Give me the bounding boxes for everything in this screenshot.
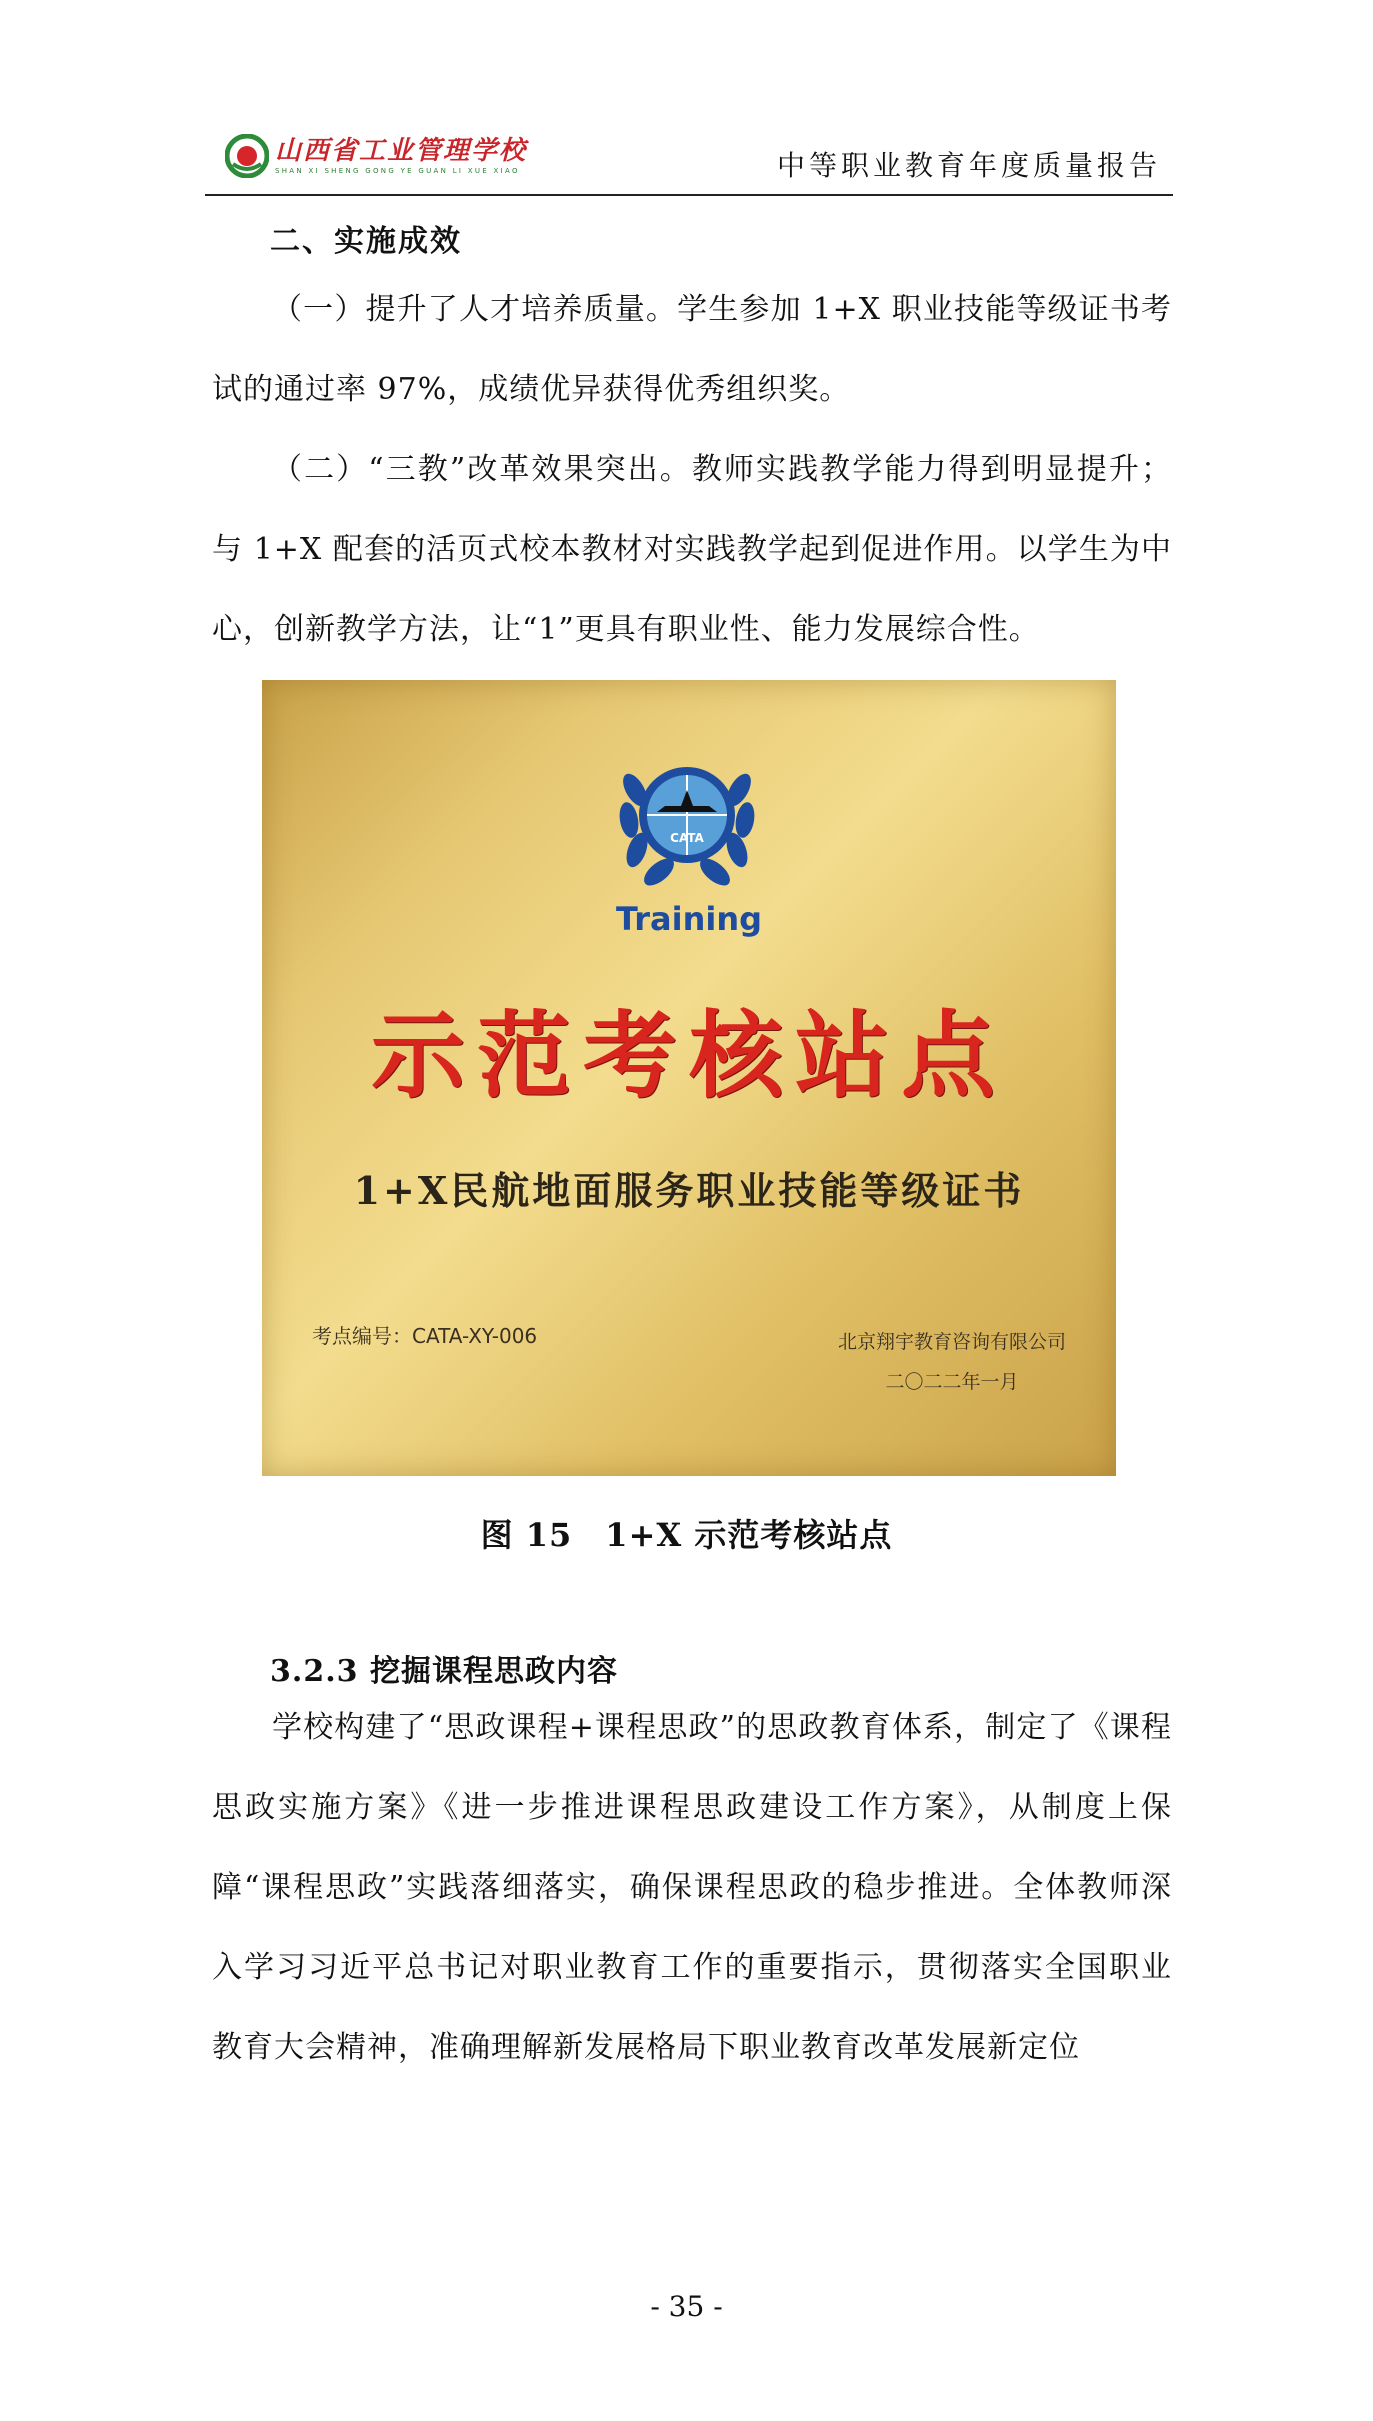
paragraph-2: （二）“三教”改革效果突出。教师实践教学能力得到明显提升；与 1+X 配套的活页式校本教材对实践教学起到促进作用。以学生为中心，创新教学方法，让“1”更具有职业性、能力发展综合性。 <box>212 452 1172 647</box>
plaque-code: 考点编号：CATA-XY-006 <box>312 1324 538 1348</box>
subsection-heading: 3.2.3 挖掘课程思政内容 <box>270 1654 618 1689</box>
training-label: Training <box>615 900 763 938</box>
plaque-title: 示范考核站点 <box>370 1001 1007 1111</box>
plaque-date: 二〇二二年一月 <box>885 1371 1019 1393</box>
page-number: - 35 - <box>650 2290 723 2323</box>
school-logo <box>225 130 527 182</box>
school-name: 山西省工业管理学校 <box>275 136 528 166</box>
report-title: 中等职业教育年度质量报告 <box>776 149 1161 182</box>
school-emblem-icon <box>225 134 269 178</box>
section-title: 二、实施成效 <box>270 224 462 259</box>
paragraph-3: 学校构建了“思政课程+课程思政”的思政教育体系，制定了《课程思政实施方案》《进一步推进课程思政建设工作方案》，从制度上保障“课程思政”实践落细落实，确保课程思政的稳步推进。全体教师深入学习习近平总书记对职业教育工作的重要指示，贯彻落实全国职业教育大会精神，准确理解新发展格局下职业教育改革发展新定位 <box>212 1710 1172 2065</box>
figure-caption: 图 15 1+X 示范考核站点 <box>480 1516 893 1554</box>
plaque-subtitle: 1+X民航地面服务职业技能等级证书 <box>353 1168 1025 1213</box>
cata-emblem-icon <box>607 720 767 900</box>
page-header <box>205 130 1173 196</box>
plaque-issuer-block <box>838 1322 1066 1402</box>
school-pinyin: SHAN XI SHENG GONG YE GUAN LI XUE XIAO <box>275 167 520 175</box>
award-plaque-image <box>262 680 1116 1476</box>
emblem-label: CATA <box>670 831 704 845</box>
paragraph-1: （一）提升了人才培养质量。学生参加 1+X 职业技能等级证书考试的通过率 97%，成绩优异获得优秀组织奖。 <box>212 292 1172 407</box>
plaque-issuer: 北京翔宇教育咨询有限公司 <box>837 1331 1066 1353</box>
